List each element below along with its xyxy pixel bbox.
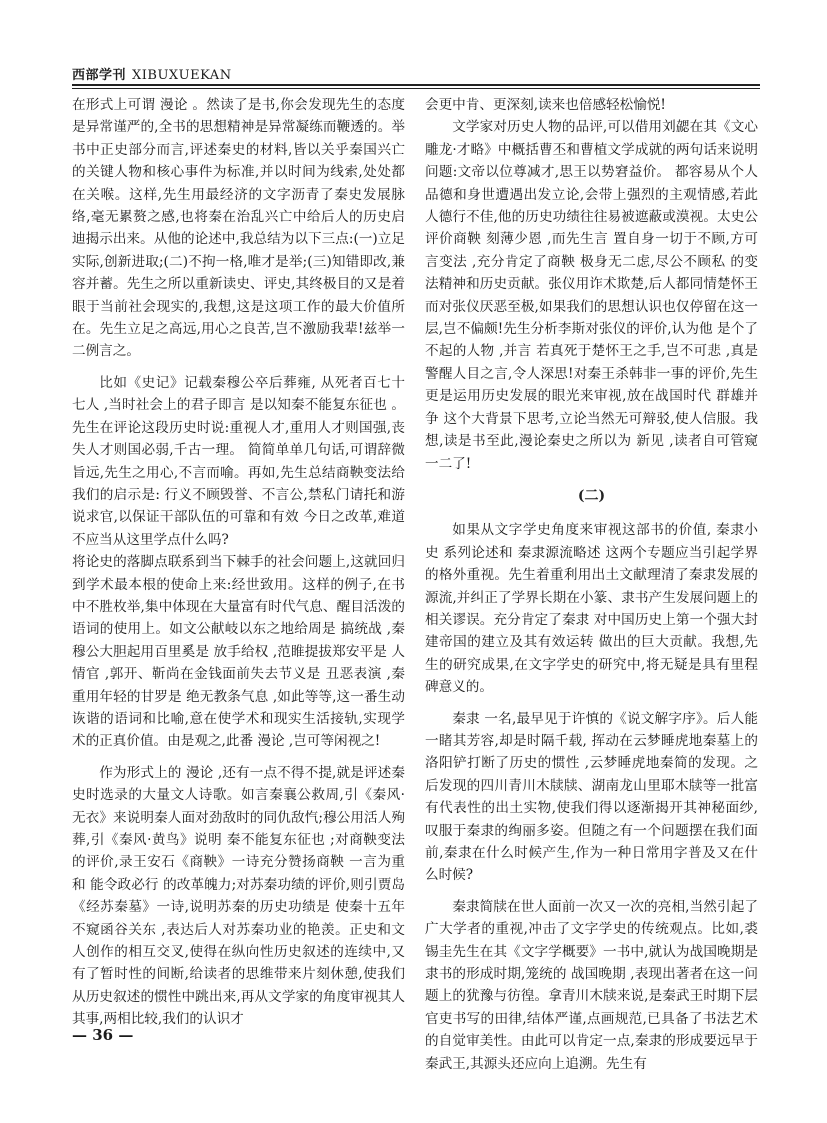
paragraph: 秦隶简牍在世人面前一次又一次的亮相,当然引起了广大学者的重视,冲击了文字学史的传统观点。比如,裘锡圭先生在其《文字学概要》一书中,就认为战国晚期是隶书的形成时期,笼统的 战国晚期 ,表现出著者在这一问题上的犹豫与彷徨。拿青川木牍来说,是秦武王时期下层官吏书写的田律,结体严谨,点画规范,已具备了书法艺术的自觉审美性。由此可以肯定一点,秦隶的形成要远早于秦武王,其源头还应向上追溯。先生有 [425,898,758,1072]
paragraph: 秦隶 一名,最早见于许慎的《说文解字序》。后人能一睹其芳容,却是时隔千载, 挥动在云梦睡虎地秦墓上的洛阳铲打断了历史的惯性 ,云梦睡虎地秦简的发现。之后发现的四川青川木牍牍、湖南龙山里耶木牍等一批富有代表性的出土实物,使我们得以逐渐揭开其神秘面纱,叹服于秦隶的绚丽多姿。但随之有一个问题摆在我们面前,秦隶在什么时候产生,作为一种日常用字普及又在什么时候? [425,710,758,884]
header-rule-thick [72,84,760,86]
journal-name: 西部学刊 [72,68,127,83]
header-rule-thin [72,88,760,89]
section-heading: (二) [577,487,606,504]
paragraph: 会更中肯、更深刻,读来也倍感轻松愉悦! [425,97,666,113]
paragraph: 比如《史记》记载秦穆公卒后葬雍, 从死者百七十七人 ,当时社会上的君子即言 是以知秦不能复东征也 。先生在评论这段历史时说:重视人才,重用人才则国强,丧失人才则国必弱,千古一理。 简简单单几句话,可谓辞微旨远,先生之用心,不言而喻。再如,先生总结商鞅变法给我们的启示是: 行义不顾毁誉、不言公,禁私门请托和游说求官,以保证干部队伍的可靠和有效 今日之改革,难道不应当从这里学点什么吗? [72,374,405,548]
paragraph: 在形式上可谓 漫论 。然读了是书,你会发现先生的态度是异常谨严的,全书的思想精神是异常凝练而鞭透的。举书中正史部分而言,评述秦史的材料,皆以关乎秦国兴亡的关键人物和核心事件为标准,并以时间为线索,处处都在关喉。这样,先生用最经济的文字沥青了秦史发展脉络,毫无累赘之感,也将秦在治乱兴亡中给后人的历史启迪揭示出来。从他的论述中,我总结为以下三点:(一)立足实际,创新进取;(二)不拘一格,唯才是举;(三)知错即改,兼容并蓄。先生之所以重新读史、评史,其终极目的又是着眼于当前社会现实的,我想,这是这项工作的最大价值所在。先生立足之高远,用心之良苦,岂不激励我辈!兹举一二例言之。 [72,97,405,360]
paragraph: 作为形式上的 漫论 ,还有一点不得不提,就是评述秦史时选录的大量文人诗歌。如言秦襄公救周,引《秦风·无衣》来说明秦人面对劲敌时的同仇敌忾;穆公用活人殉葬,引《秦风·黄鸟》说明 秦不能复东征也 ;对商鞅变法的评价,录王安石《商鞅》一诗充分赞扬商鞅 一言为重 和 能令政必行 的改革魄力;对苏秦功绩的评价,则引贾岛《经苏秦墓》一诗,说明苏秦的历史功绩是 使秦十五年不窥函谷关东 ,表达后人对苏秦功业的艳羡。正史和文人创作的相互交叉,使得在纵向性历史叙述的连续中,又有了暂时性的间断,给读者的思维带来片刻休憩,使我们从历史叙述的惯性中跳出来,再从文学家的角度审视其人其事,两相比较,我们的认识才 [72,764,405,1028]
running-header [72,64,760,84]
paragraph: 文学家对历史人物的品评,可以借用刘勰在其《文心雕龙·才略》中概括曹丕和曹植文学成就的两句话来说明问题:文帝以位尊减才,思王以势窘益价。 都容易从个人品德和身世遭遇出发立论,会带上强烈的主观情感,若此人德行不佳,他的历史功绩往往易被遮蔽或漠视。太史公评价商鞅 刻薄少恩 ,而先生言 置自身一切于不顾,方可言变法 ,充分肯定了商鞅 极身无二虑,尽公不顾私 的变法精神和历史贡献。张仪用诈术欺楚,后人都同情楚怀王而对张仪厌恶至极,如果我们的思想认识也仅停留在这一层,岂不偏颇!先生分析李斯对张仪的评价,认为他 是个了不起的人物 ,并言 若真死于楚怀王之手,岂不可悲 ,真是警醒人目之言,令人深思!对秦王杀韩非一事的评价,先生更是运用历史发展的眼光来审视,放在战国时代 群雄并争 这个大背景下思考,立论当然无可辩驳,使人信服。我想,读是书至此,漫论秦史之所以为 新见 ,读者自可管窥一二了! [425,119,758,472]
page-number: — 36 — [72,1026,134,1044]
paragraph: 将论史的落脚点联系到当下棘手的社会问题上,这就回归到学术最本根的使命上来:经世致用。这样的例子,在书中不胜枚举,集中体现在大量富有时代气息、醒目活泼的语词的使用上。如文公献岐以东之地给周是 搞统战 ,秦穆公大胆起用百里奚是 放手给权 ,范睢提拔郑安平是 人情官 ,郭开、靳尚在金钱面前失去节义是 丑恶表演 ,秦重用年轻的甘罗是 绝无教条气息 ,如此等等,这一番生动诙谐的语词和比喻,意在使学术和现实生活接轨,实现学术的正真价值。由是观之,此番 漫论 ,岂可等闲视之! [72,554,405,750]
paragraph: 如果从文字学史角度来审视这部书的价值, 秦隶小史 系列论述和 秦隶源流略述 这两个专题应当引起学界的格外重视。先生着重利用出土文献理清了秦隶发展的源流,并纠正了学界长期在小篆、隶书产生发展问题上的相关谬误。充分肯定了秦隶 对中国历史上第一个强大封建帝国的建立及其有效运转 做出的巨大贡献。我想,先生的研究成果,在文字学史的研究中,将无疑是具有里程碑意义的。 [425,522,758,696]
left-column [72,94,405,1031]
right-column [425,94,758,1075]
journal-latin-name: XIBUXUEKAN [132,68,232,83]
